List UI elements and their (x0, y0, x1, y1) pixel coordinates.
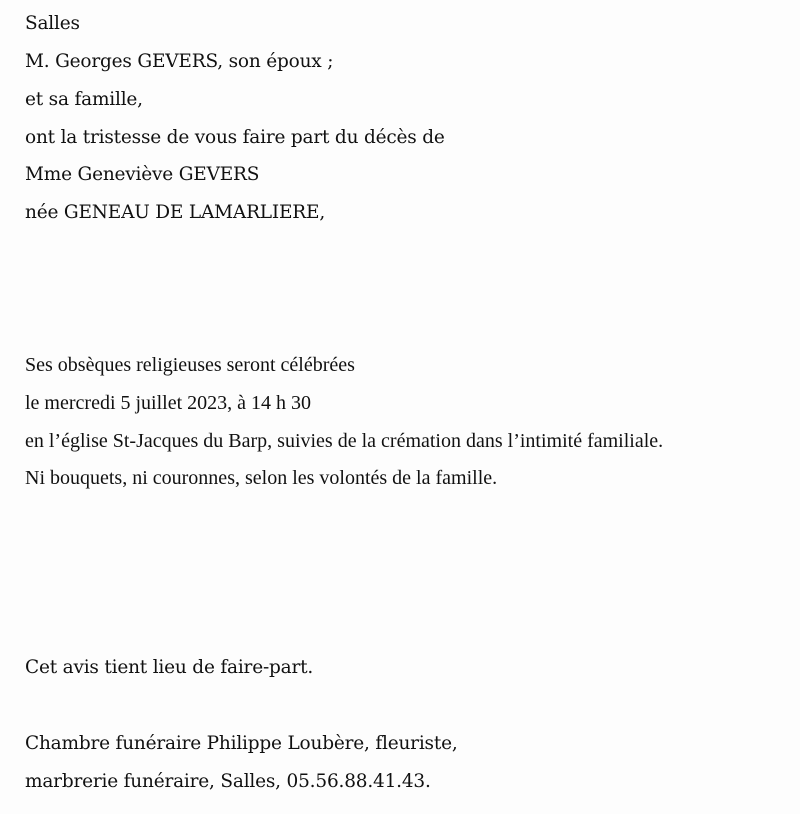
ceremony-location: en l’église St-Jacques du Barp, suivies de la crémation dans l’intimité familiale. (25, 430, 664, 452)
ceremony-line: Ses obsèques religieuses seront célébrées (25, 354, 355, 376)
family-line: et sa famille, (25, 89, 143, 110)
funeral-home-line: Chambre funéraire Philippe Loubère, fleuriste, (25, 733, 458, 754)
flowers-note: Ni bouquets, ni couronnes, selon les volontés de la famille. (25, 467, 498, 489)
deceased-name: Mme Geneviève GEVERS (25, 164, 260, 185)
town-name: Salles (25, 13, 80, 34)
maiden-name: née GENEAU DE LAMARLIERE, (25, 202, 326, 223)
announcement-line: ont la tristesse de vous faire part du décès de (25, 127, 445, 148)
funeral-home-contact: marbrerie funéraire, Salles, 05.56.88.41.43. (25, 771, 431, 792)
spouse-line: M. Georges GEVERS, son époux ; (25, 51, 334, 72)
ceremony-date: le mercredi 5 juillet 2023, à 14 h 30 (25, 392, 312, 414)
notice-line: Cet avis tient lieu de faire-part. (25, 657, 314, 678)
